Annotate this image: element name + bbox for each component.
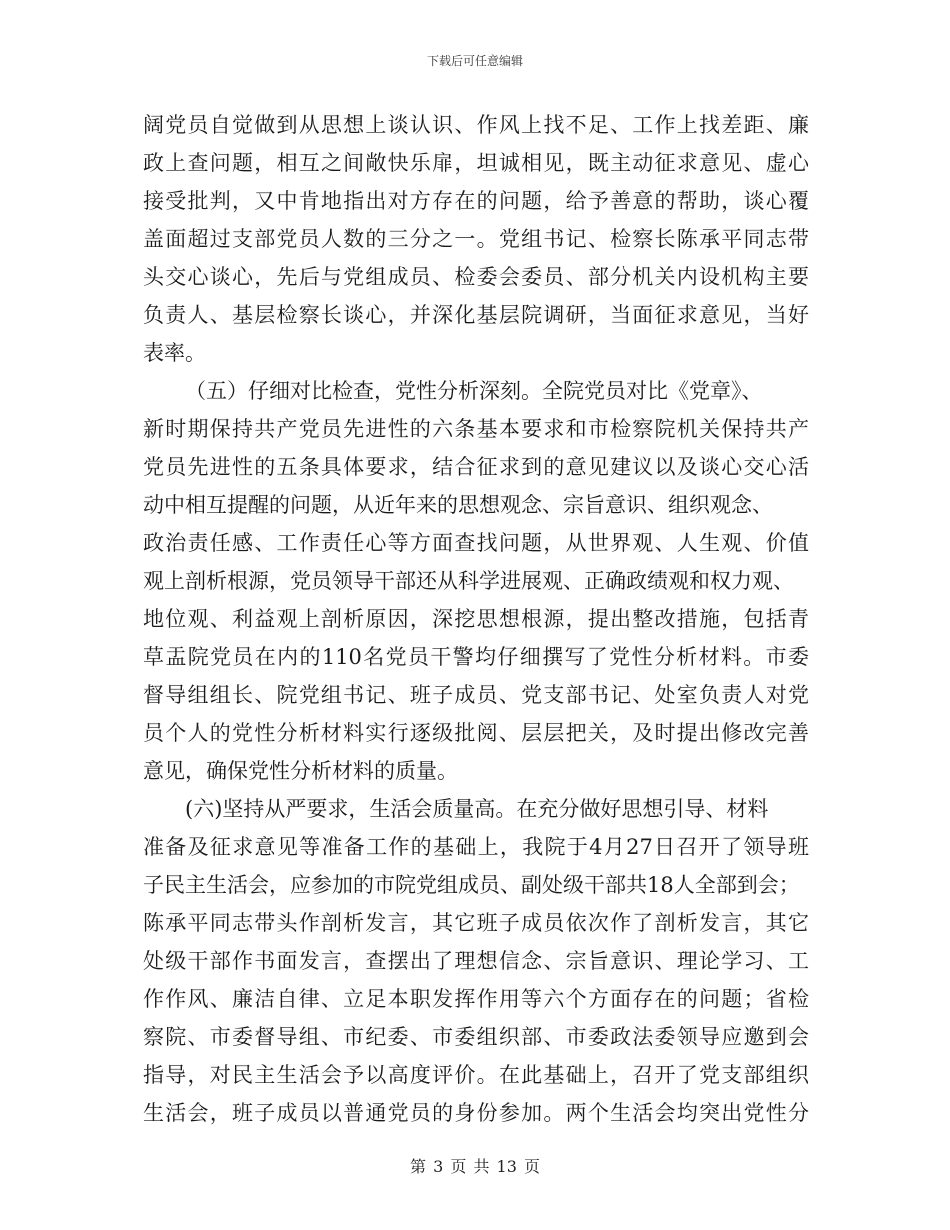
text-line: 指导，对民主生活会予以高度评价。在此基础上，召开了党支部组织 [143,1063,809,1087]
text-line: 子民主生活会，应参加的市院党组成员、副处级干部共18人全部到会； [143,873,800,897]
text-line: 表率。 [143,341,206,365]
text-line: 政上查问题，相互之间敞快乐扉，坦诚相见，既主动征求意见、虚心 [143,151,809,175]
text-line: 盖面超过支部党员人数的三分之一。党组书记、检察长陈承平同志带 [143,227,809,251]
text-line: 督导组组长、院党组书记、班子成员、党支部书记、处室负责人对党 [143,683,809,707]
text-line: 接受批判，又中肯地指出对方存在的问题，给予善意的帮助，谈心覆 [143,189,809,213]
text-line: 新时期保持共产党员先进性的六条基本要求和市检察院机关保持共产 [143,417,809,441]
text-line: 负责人、基层检察长谈心，并深化基层院调研，当面征求意见，当好 [143,303,809,327]
text-line: 阔党员自觉做到从思想上谈认识、作风上找不足、工作上找差距、廉 [143,113,809,137]
text-line: 陈承平同志带头作剖析发言，其它班子成员依次作了剖析发言，其它 [143,911,809,935]
text-line: 生活会，班子成员以普通党员的身份参加。两个生活会均突出党性分 [143,1101,809,1125]
text-line: 意见，确保党性分析材料的质量。 [143,759,458,783]
page-header: 下载后可任意编辑 [426,54,523,68]
text-line: 头交心谈心，先后与党组成员、检委会委员、部分机关内设机构主要 [143,265,809,289]
page-number: 第 3 页 共 13 页 [410,1157,540,1176]
text-line: 动中相互提醒的问题，从近年来的思想观念、宗旨意识、组织观念、 [143,493,773,517]
text-line: 地位观、利益观上剖析原因，深挖思想根源，提出整改措施，包括青 [143,607,809,631]
text-line: 观上剖析根源，党员领导干部还从科学进展观、正确政绩观和权力观、 [143,569,794,593]
text-line: 准备及征求意见等准备工作的基础上，我院于4月27日召开了领导班 [143,835,809,859]
text-line: 作作风、廉洁自律、立足本职发挥作用等六个方面存在的问题；省检 [143,987,809,1011]
document-body [143,106,809,1132]
text-line: 员个人的党性分析材料实行逐级批阅、层层把关，及时提出修改完善 [143,721,809,745]
section-heading-line: (六)坚持从严要求，生活会质量高。在充分做好思想引导、材料 [185,797,769,821]
text-line: 草盂院党员在内的110名党员干警均仔细撰写了党性分析材料。市委 [143,645,809,669]
text-line: 党员先进性的五条具体要求，结合征求到的意见建议以及谈心交心活 [143,455,809,479]
text-line: 处级干部作书面发言，查摆出了理想信念、宗旨意识、理论学习、工 [143,949,809,973]
text-line: 察院、市委督导组、市纪委、市委组织部、市委政法委领导应邀到会 [143,1025,809,1049]
text-line: 政治责任感、工作责任心等方面查找问题，从世界观、人生观、价值 [143,531,809,555]
section-heading-line: （五）仔细对比检查，党性分析深刻。全院党员对比《党章》、 [185,379,763,403]
